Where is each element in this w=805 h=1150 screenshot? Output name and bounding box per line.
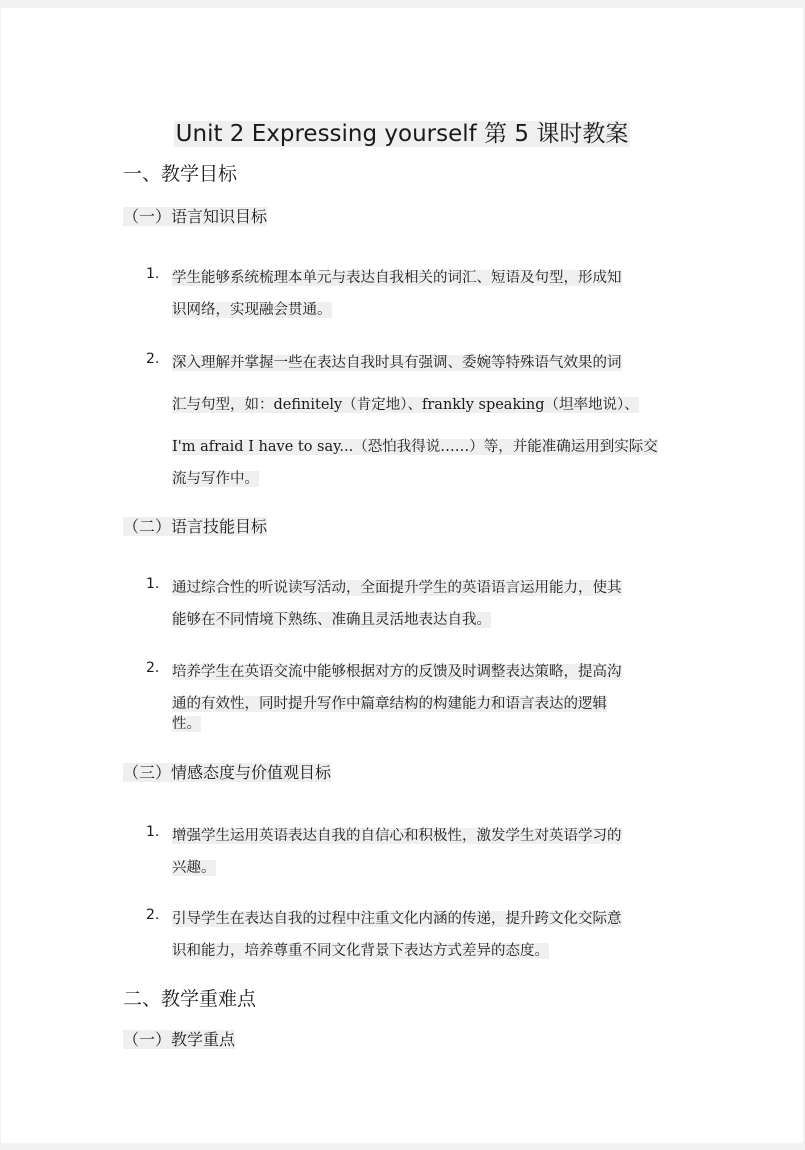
subheading-key-points: （一）教学重点	[123, 1030, 236, 1049]
list-item: 1. 学生能够系统梳理本单元与表达自我相关的词汇、短语及句型，形成知 识网络，实现融会贯通。	[146, 266, 622, 318]
list-item: 1. 增强学生运用英语表达自我的自信心和积极性，激发学生对英语学习的 兴趣。	[146, 824, 622, 876]
document-page	[1, 8, 803, 1143]
list-item: 2. 深入理解并掌握一些在表达自我时具有强调、委婉等特殊语气效果的词 汇与句型，如：definitely（肯定地）、frankly speaking（坦率地说）、 I'm afraid I have to say...（恐怕我得说……）等，并能准确运用到实际交 流与写作中。	[146, 351, 658, 487]
section-heading-key-difficult-points: 二、教学重难点	[123, 988, 257, 1010]
document-title: Unit 2 Expressing yourself 第 5 课时教案	[175, 121, 629, 147]
subheading-emotional-attitude-values: （三）情感态度与价值观目标	[123, 763, 332, 782]
subheading-language-skills: （二）语言技能目标	[123, 517, 268, 536]
list-item: 1. 通过综合性的听说读写活动，全面提升学生的英语语言运用能力，使其 能够在不同情境下熟练、准确且灵活地表达自我。	[146, 576, 622, 628]
list-item: 2. 引导学生在表达自我的过程中注重文化内涵的传递，提升跨文化交际意 识和能力，培养尊重不同文化背景下表达方式差异的态度。	[146, 907, 622, 959]
list-item: 2. 培养学生在英语交流中能够根据对方的反馈及时调整表达策略，提高沟 通的有效性，同时提升写作中篇章结构的构建能力和语言表达的逻辑 性。	[146, 660, 622, 732]
subheading-language-knowledge: （一）语言知识目标	[123, 207, 268, 226]
section-heading-teaching-objectives: 一、教学目标	[123, 163, 238, 185]
